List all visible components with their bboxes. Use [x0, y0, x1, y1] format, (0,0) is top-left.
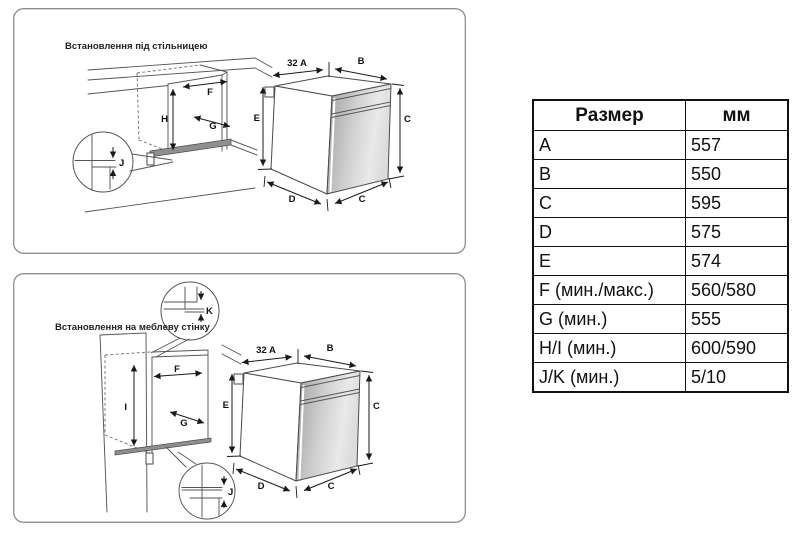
column-header-mm: мм — [686, 100, 789, 131]
dimension-arrows — [134, 365, 204, 446]
dim-label-D: D — [257, 481, 265, 492]
panel-title: Встановлення на меблеву стінку — [55, 322, 210, 333]
detail-callout-J — [166, 447, 235, 519]
dim-label-32A: 32 A — [287, 58, 307, 69]
diagram-under-countertop — [13, 8, 466, 254]
dim-label-C-side: C — [373, 401, 380, 412]
value-cell: 575 — [686, 218, 789, 247]
dim-label-32A: 32 A — [256, 345, 276, 356]
oven-drawing — [227, 349, 373, 498]
dim-label-J: J — [119, 158, 125, 169]
niche-step — [147, 153, 154, 165]
dim-cell: D — [533, 218, 686, 247]
dim-label-B: B — [357, 56, 365, 67]
dim-cell: G (мин.) — [533, 305, 686, 334]
dim-label-J: J — [228, 487, 234, 498]
value-cell: 555 — [686, 305, 789, 334]
table-header-row — [533, 100, 788, 131]
value-cell: 550 — [686, 160, 789, 189]
dim-cell: H/I (мин.) — [533, 334, 686, 363]
column-header-size: Размер — [533, 100, 686, 131]
niche-hidden-edges — [105, 352, 150, 452]
value-cell: 5/10 — [686, 363, 789, 393]
dim-cell: F (мин./макс.) — [533, 276, 686, 305]
dim-label-D: D — [288, 194, 296, 205]
table-row — [533, 334, 788, 363]
dim-label-K: K — [206, 306, 213, 317]
dimensions-table — [532, 99, 789, 393]
table-row — [533, 189, 788, 218]
table-row — [533, 363, 788, 393]
niche-plinth-band — [150, 139, 231, 157]
panel-border — [14, 274, 466, 523]
dim-label-G: G — [180, 418, 188, 429]
value-cell: 557 — [686, 131, 789, 160]
table-row — [533, 218, 788, 247]
dim-label-B: B — [326, 343, 334, 354]
dim-label-C-front: C — [358, 194, 366, 205]
table-row — [533, 131, 788, 160]
dim-cell: A — [533, 131, 686, 160]
panel-title: Встановлення під стільницею — [65, 41, 208, 52]
dim-cell: J/K (мин.) — [533, 363, 686, 393]
niche-cabinet — [152, 350, 208, 452]
dim-label-C-side: C — [404, 114, 411, 125]
diagram-furniture-wall — [13, 273, 466, 523]
dim-label-G: G — [209, 121, 217, 132]
oven-drawing — [258, 62, 404, 211]
table-row — [533, 276, 788, 305]
niche-hidden-edges — [137, 65, 200, 152]
dim-cell: E — [533, 247, 686, 276]
niche-step — [146, 453, 153, 464]
dim-label-E: E — [222, 400, 229, 411]
table-row — [533, 305, 788, 334]
table-row — [533, 247, 788, 276]
dim-label-I: I — [124, 402, 127, 413]
value-cell: 574 — [686, 247, 789, 276]
dim-label-F: F — [207, 87, 213, 98]
dim-label-E: E — [253, 113, 260, 124]
niche-shelf-band — [115, 438, 211, 455]
value-cell: 595 — [686, 189, 789, 218]
dim-label-F: F — [174, 364, 180, 375]
dim-cell: C — [533, 189, 686, 218]
value-cell: 600/590 — [686, 334, 789, 363]
dim-label-C-front: C — [327, 481, 335, 492]
table-row — [533, 160, 788, 189]
dim-label-H: H — [161, 114, 168, 125]
dimension-arrows — [173, 82, 230, 151]
detail-callout-K — [151, 282, 219, 357]
value-cell: 560/580 — [686, 276, 789, 305]
dim-cell: B — [533, 160, 686, 189]
